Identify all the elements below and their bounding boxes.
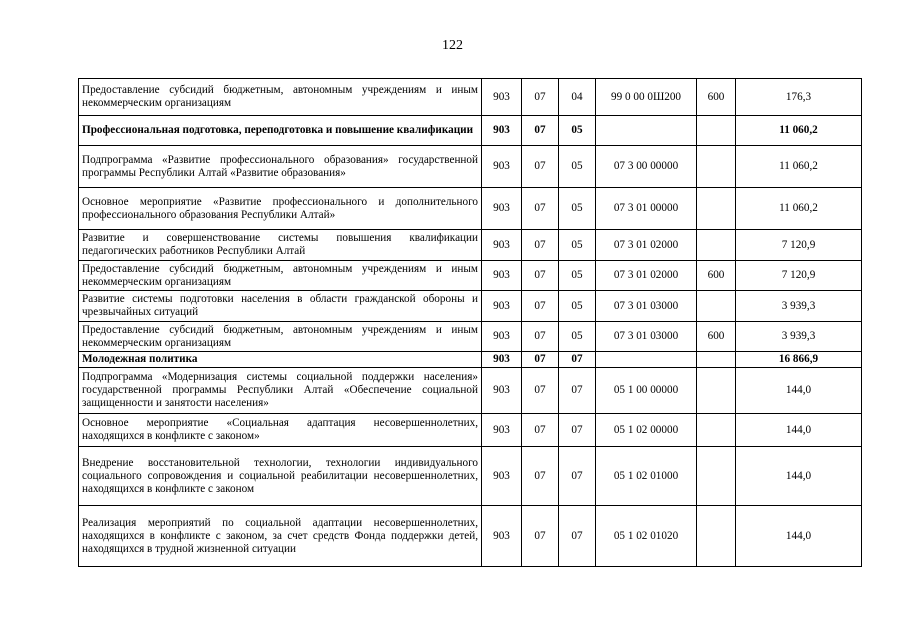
row-description: Молодежная политика — [79, 352, 482, 368]
row-subsection-code: 05 — [559, 116, 596, 146]
row-section-code: 07 — [522, 414, 559, 447]
row-description: Основное мероприятие «Социальная адаптация несовершеннолетних, находящихся в конфликте с законом» — [79, 414, 482, 447]
row-expense-type — [697, 447, 736, 506]
table-row — [79, 116, 862, 146]
row-description: Профессиональная подготовка, переподготовка и повышение квалификации — [79, 116, 482, 146]
row-subsection-code: 07 — [559, 506, 596, 567]
row-amount: 144,0 — [736, 368, 862, 414]
row-section-code: 07 — [522, 79, 559, 116]
row-expense-type — [697, 230, 736, 261]
table-row — [79, 414, 862, 447]
row-target-article: 07 3 00 00000 — [596, 146, 697, 188]
table-row — [79, 230, 862, 261]
row-ministry-code: 903 — [482, 188, 522, 230]
row-section-code: 07 — [522, 368, 559, 414]
table-row — [79, 291, 862, 322]
row-ministry-code: 903 — [482, 447, 522, 506]
row-description: Реализация мероприятий по социальной адаптации несовершеннолетних, находящихся в конфликте с законом, за счет средств Фонда поддержки детей, находящихся в трудной жизненной ситуации — [79, 506, 482, 567]
row-target-article: 05 1 02 01020 — [596, 506, 697, 567]
row-expense-type: 600 — [697, 79, 736, 116]
row-subsection-code: 07 — [559, 368, 596, 414]
row-section-code: 07 — [522, 506, 559, 567]
row-expense-type — [697, 116, 736, 146]
row-target-article: 99 0 00 0Ш200 — [596, 79, 697, 116]
row-amount: 144,0 — [736, 447, 862, 506]
row-subsection-code: 05 — [559, 230, 596, 261]
row-section-code: 07 — [522, 188, 559, 230]
table-row — [79, 322, 862, 352]
row-subsection-code: 05 — [559, 261, 596, 291]
row-amount: 11 060,2 — [736, 146, 862, 188]
row-expense-type — [697, 188, 736, 230]
budget-table — [78, 78, 862, 567]
row-expense-type: 600 — [697, 322, 736, 352]
row-amount: 176,3 — [736, 79, 862, 116]
row-description: Подпрограмма «Развитие профессионального образования» государственной программы Республики Алтай «Развитие образования» — [79, 146, 482, 188]
row-target-article: 05 1 02 00000 — [596, 414, 697, 447]
row-subsection-code: 05 — [559, 322, 596, 352]
row-ministry-code: 903 — [482, 368, 522, 414]
row-subsection-code: 05 — [559, 188, 596, 230]
row-description: Предоставление субсидий бюджетным, автономным учреждениям и иным некоммерческим организациям — [79, 261, 482, 291]
row-amount: 16 866,9 — [736, 352, 862, 368]
row-target-article — [596, 352, 697, 368]
row-description: Предоставление субсидий бюджетным, автономным учреждениям и иным некоммерческим организациям — [79, 79, 482, 116]
row-description: Развитие системы подготовки населения в области гражданской обороны и чрезвычайных ситуаций — [79, 291, 482, 322]
row-expense-type — [697, 146, 736, 188]
row-section-code: 07 — [522, 352, 559, 368]
table-row — [79, 146, 862, 188]
row-target-article: 05 1 02 01000 — [596, 447, 697, 506]
row-target-article: 07 3 01 02000 — [596, 261, 697, 291]
row-ministry-code: 903 — [482, 116, 522, 146]
row-expense-type — [697, 414, 736, 447]
row-section-code: 07 — [522, 230, 559, 261]
row-amount: 11 060,2 — [736, 116, 862, 146]
row-ministry-code: 903 — [482, 146, 522, 188]
row-section-code: 07 — [522, 146, 559, 188]
row-description: Подпрограмма «Модернизация системы социальной поддержки населения» государственной программы Республики Алтай «Обеспечение социальной защищенности и занятости населения» — [79, 368, 482, 414]
row-amount: 7 120,9 — [736, 230, 862, 261]
row-subsection-code: 05 — [559, 291, 596, 322]
row-amount: 7 120,9 — [736, 261, 862, 291]
row-subsection-code: 05 — [559, 146, 596, 188]
row-expense-type — [697, 368, 736, 414]
row-section-code: 07 — [522, 116, 559, 146]
row-target-article: 07 3 01 02000 — [596, 230, 697, 261]
row-target-article: 05 1 00 00000 — [596, 368, 697, 414]
table-row — [79, 368, 862, 414]
row-subsection-code: 07 — [559, 352, 596, 368]
table-row — [79, 506, 862, 567]
row-target-article: 07 3 01 03000 — [596, 291, 697, 322]
row-description: Основное мероприятие «Развитие профессионального и дополнительного профессионального образования Республики Алтай» — [79, 188, 482, 230]
row-expense-type — [697, 352, 736, 368]
row-section-code: 07 — [522, 291, 559, 322]
row-expense-type — [697, 506, 736, 567]
row-target-article: 07 3 01 00000 — [596, 188, 697, 230]
row-subsection-code: 04 — [559, 79, 596, 116]
row-ministry-code: 903 — [482, 261, 522, 291]
row-description: Развитие и совершенствование системы повышения квалификации педагогических работников Республики Алтай — [79, 230, 482, 261]
row-ministry-code: 903 — [482, 506, 522, 567]
row-amount: 144,0 — [736, 506, 862, 567]
row-ministry-code: 903 — [482, 79, 522, 116]
row-ministry-code: 903 — [482, 322, 522, 352]
row-section-code: 07 — [522, 447, 559, 506]
row-ministry-code: 903 — [482, 414, 522, 447]
table-row — [79, 352, 862, 368]
page-number: 122 — [442, 38, 463, 53]
row-subsection-code: 07 — [559, 414, 596, 447]
row-amount: 3 939,3 — [736, 322, 862, 352]
row-subsection-code: 07 — [559, 447, 596, 506]
row-expense-type: 600 — [697, 261, 736, 291]
row-target-article: 07 3 01 03000 — [596, 322, 697, 352]
row-description: Внедрение восстановительной технологии, технологии индивидуального социального сопровождения и социальной реабилитации несовершеннолетних, находящихся в конфликте с законом — [79, 447, 482, 506]
table-row — [79, 447, 862, 506]
row-section-code: 07 — [522, 261, 559, 291]
row-ministry-code: 903 — [482, 291, 522, 322]
row-amount: 3 939,3 — [736, 291, 862, 322]
row-expense-type — [697, 291, 736, 322]
table-row — [79, 79, 862, 116]
row-ministry-code: 903 — [482, 230, 522, 261]
row-description: Предоставление субсидий бюджетным, автономным учреждениям и иным некоммерческим организациям — [79, 322, 482, 352]
table-row — [79, 188, 862, 230]
row-section-code: 07 — [522, 322, 559, 352]
row-ministry-code: 903 — [482, 352, 522, 368]
table-row — [79, 261, 862, 291]
row-amount: 144,0 — [736, 414, 862, 447]
row-amount: 11 060,2 — [736, 188, 862, 230]
row-target-article — [596, 116, 697, 146]
